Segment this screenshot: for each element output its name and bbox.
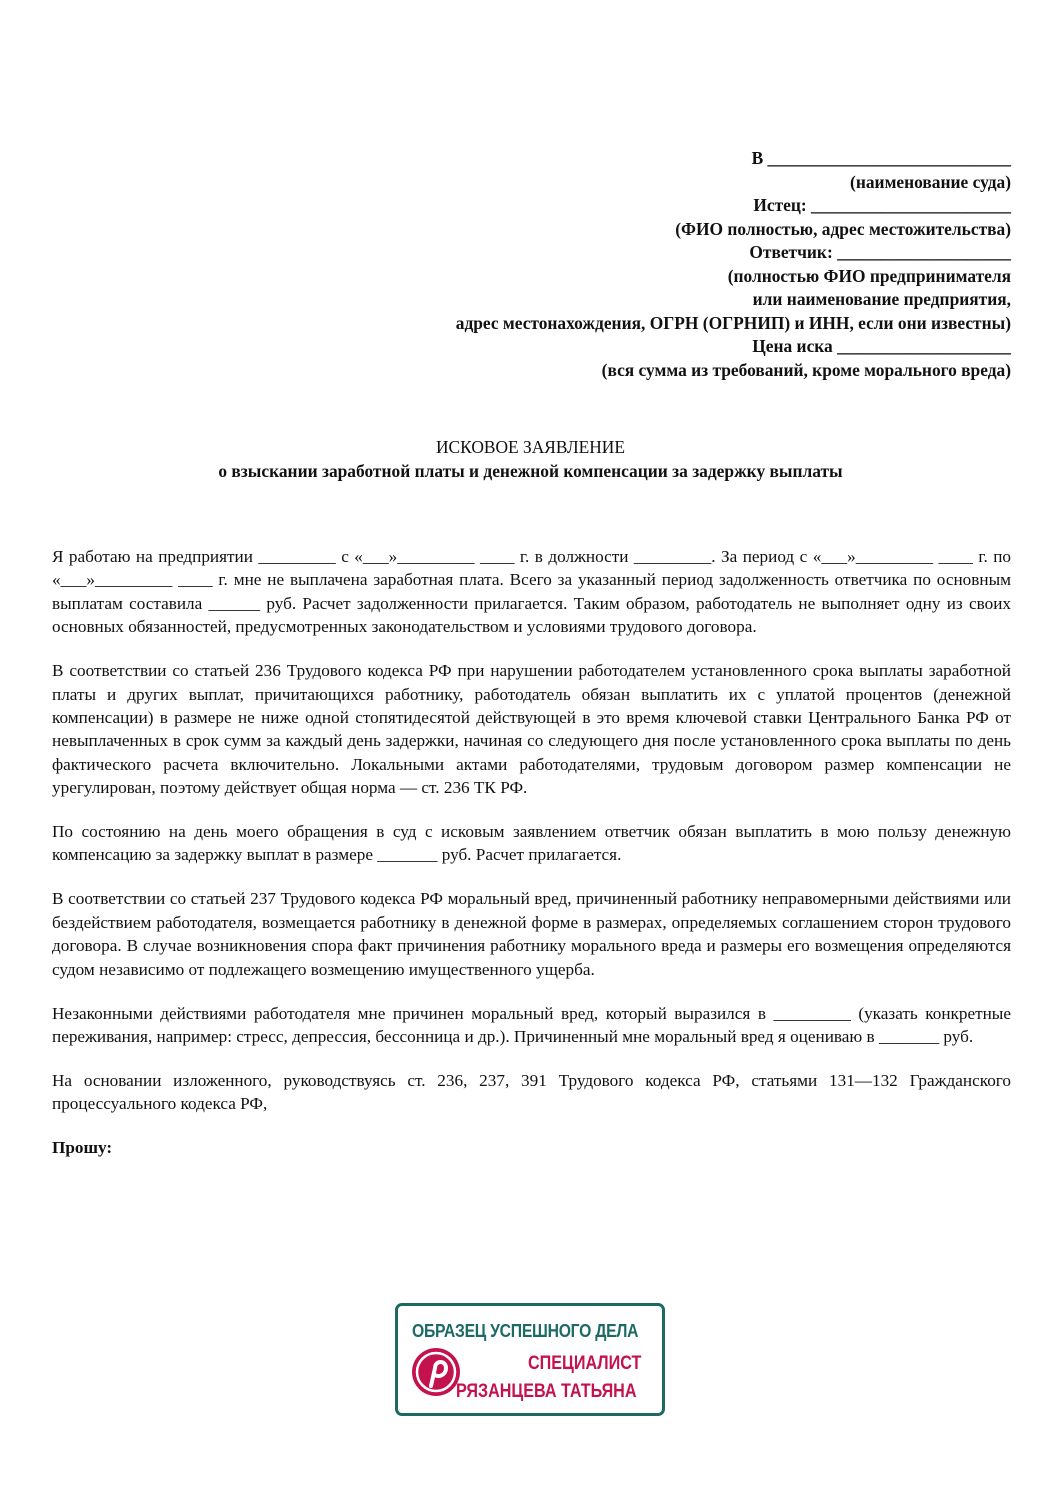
stamp-line-2: СПЕЦИАЛИСТ [528,1353,642,1374]
paragraph-compensation: По состоянию на день моего обращения в суд с исковым заявлением ответчик обязан выплатить в мою пользу денежную компенсацию за задержку выплат в размере _______ руб. Расчет прилагается. [52,822,1011,865]
stamp-line-1: ОБРАЗЕЦ УСПЕШНОГО ДЕЛА [412,1320,639,1341]
defendant-caption-2: или наименование предприятия, [752,289,1011,309]
court-line: В ____________________________ [751,148,1011,168]
paragraph-article-236: В соответствии со статьей 236 Трудового кодекса РФ при нарушении работодателем установленного срока выплаты заработной платы и других выплат, причитающихся работнику, работодатель обязан выплатить их с уплатой процентов (денежной компенсации) в размере не ниже одной стопятидесятой действующей в это время ключевой ставки Центрального Банка РФ от невыплаченных в срок сумм за каждый день задержки, начиная со следующего дня после установленного срока выплаты по день фактического расчета включительно. Локальными актами работодателями, трудовым договором размер компенсации не урегулирован, поэтому действует общая норма — ст. 236 ТК РФ. [52,661,1011,798]
plaintiff-caption: (ФИО полностью, адрес местожительства) [675,218,1011,239]
court-caption: (наименование суда) [850,171,1011,192]
paragraph-employment: Я работаю на предприятии _________ с «___»_________ ____ г. в должности _________. За период с «___»_________ ____ г. по «___»_________ ____ г. мне не выплачена заработная плата. Всего за указанный период задолженность ответчика по основным выплатам составила ______ руб. Расчет задолженности прилагается. Таким образом, работодатель не выполняет одну из своих основных обязанностей, предусмотренных законодательством и условиями трудового договора. [52,547,1011,637]
document-title-block [50,435,1011,483]
paragraph-legal-basis: На основании изложенного, руководствуясь ст. 236, 237, 391 Трудового кодекса РФ, статьями 131—132 Гражданского процессуального кодекса РФ, [52,1070,1011,1114]
defendant-caption-3: адрес местонахождения, ОГРН (ОГРНИП) и ИНН, если они известны) [455,312,1011,333]
document-body [52,545,1011,1180]
defendant-line: Ответчик: ____________________ [749,242,1011,262]
document-title: ИСКОВОЕ ЗАЯВЛЕНИЕ [436,437,625,457]
plaintiff-line: Истец: _______________________ [753,195,1011,215]
watermark-stamp [395,1303,665,1416]
request-label: Прошу: [52,1138,113,1158]
claim-price-caption: (вся сумма из требований, кроме морального вреда) [601,359,1011,380]
stamp-line-3: РЯЗАНЦЕВА ТАТЬЯНА [456,1381,637,1402]
document-subtitle: о взыскании заработной платы и денежной компенсации за задержку выплаты [218,461,843,481]
paragraph-moral-damage: Незаконными действиями работодателя мне причинен моральный вред, который выразился в _________ (указать конкретные переживания, например: стресс, депрессия, бессонница и др.). Причиненный мне моральный вред я оцениваю в _______ руб. [52,1003,1011,1046]
addressee-block [311,147,1011,382]
defendant-caption-1: (полностью ФИО предпринимателя [727,265,1011,286]
claim-price-line: Цена иска ____________________ [752,336,1011,356]
pinterest-logo-icon [410,1346,462,1398]
paragraph-article-237: В соответствии со статьей 237 Трудового кодекса РФ моральный вред, причиненный работнику неправомерными действиями или бездействием работодателя, возмещается работнику в денежной форме в размерах, определяемых соглашением сторон трудового договора. В случае возникновения спора факт причинения работнику морального вреда и размеры его возмещения определяются судом независимо от подлежащего возмещению имущественного ущерба. [52,889,1011,979]
